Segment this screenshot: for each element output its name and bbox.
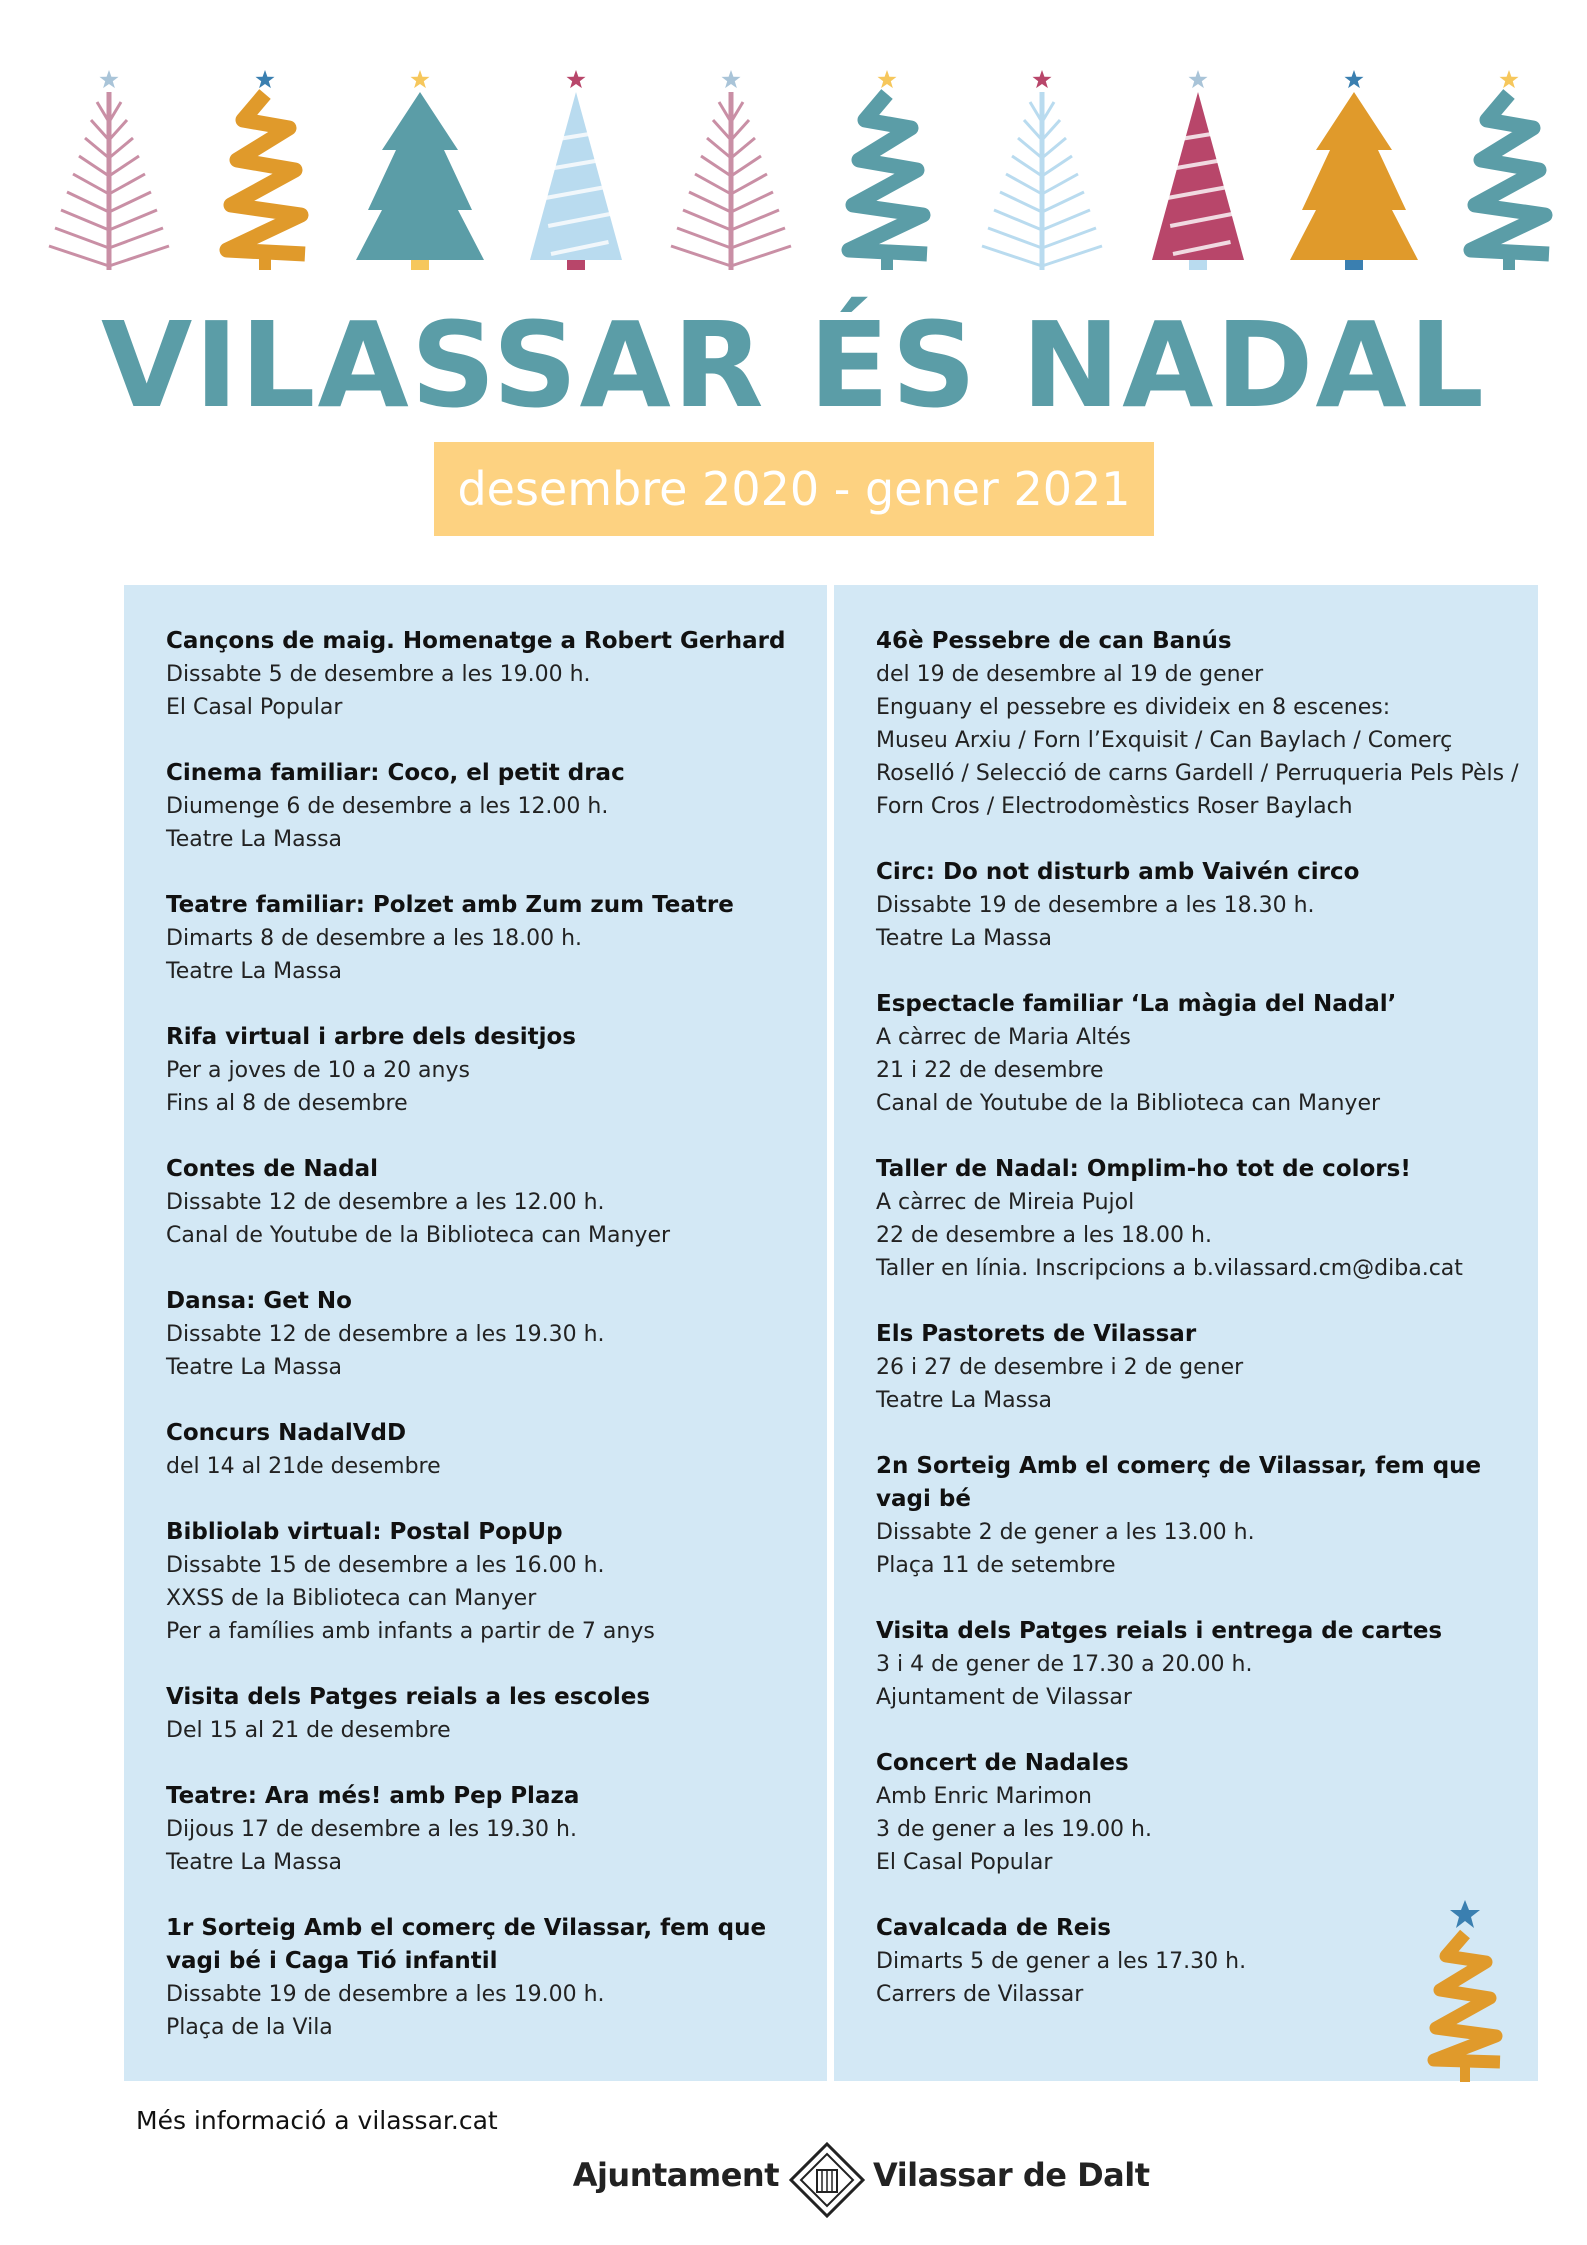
event-title: Circ: Do not disturb amb Vaivén circo (876, 859, 1360, 885)
event-detail: Teatre La Massa (166, 959, 343, 984)
event-item (166, 1285, 797, 1384)
event-item (876, 1318, 1508, 1417)
event-item (166, 1153, 797, 1252)
events-column-left (124, 585, 827, 2081)
event-item (166, 889, 797, 988)
event-item (166, 1516, 797, 1648)
event-title: Concert de Nadales (876, 1750, 1129, 1776)
tree-striped-icon (1152, 70, 1244, 270)
event-detail: Amb Enric Marimon (876, 1784, 1092, 1809)
christmas-trees-banner (0, 60, 1587, 270)
event-title: 1r Sorteig Amb el comerç de Vilassar, fem que vagi bé i Caga Tió infantil (166, 1915, 767, 1974)
event-item (876, 988, 1508, 1120)
event-title: Taller de Nadal: Omplim-ho tot de colors! (876, 1156, 1411, 1182)
event-detail: del 19 de desembre al 19 de gener (876, 662, 1264, 687)
tree-feather-icon (49, 70, 169, 270)
event-detail: del 14 al 21de desembre (166, 1454, 441, 1479)
event-item (166, 625, 797, 724)
events-column-right (834, 585, 1538, 2081)
tree-feather-icon (982, 70, 1102, 270)
event-item (876, 856, 1508, 955)
event-item (876, 1450, 1508, 1582)
event-detail: Dissabte 12 de desembre a les 12.00 h. (166, 1190, 605, 1215)
footer-logo (0, 2142, 1587, 2212)
event-detail: Teatre La Massa (876, 926, 1053, 951)
event-detail: Per a joves de 10 a 20 anys (166, 1058, 470, 1083)
event-item (876, 1153, 1508, 1285)
logo-word-left: Ajuntament (572, 2156, 779, 2194)
tree-striped-icon (530, 70, 622, 270)
event-item (166, 1912, 797, 2044)
event-item (166, 757, 797, 856)
event-item (166, 1021, 797, 1120)
event-detail: A càrrec de Mireia Pujol (876, 1190, 1135, 1215)
event-title: Cançons de maig. Homenatge a Robert Gerhard (166, 628, 786, 654)
event-detail: XXSS de la Biblioteca can Manyer (166, 1586, 537, 1611)
event-detail: Carrers de Vilassar (876, 1982, 1084, 2007)
event-detail: Teatre La Massa (876, 1388, 1053, 1413)
tree-triangle-icon (1290, 70, 1418, 270)
event-detail: Dissabte 5 de desembre a les 19.00 h. (166, 662, 591, 687)
event-detail: Per a famílies amb infants a partir de 7 anys (166, 1619, 655, 1644)
event-detail: El Casal Popular (876, 1850, 1053, 1875)
event-detail: Dissabte 19 de desembre a les 18.30 h. (876, 893, 1315, 918)
tree-zigzag-icon (227, 70, 305, 270)
zigzag-tree-icon (1420, 1898, 1510, 2083)
event-detail: Dimarts 5 de gener a les 17.30 h. (876, 1949, 1247, 1974)
event-title: Concurs NadalVdD (166, 1420, 407, 1446)
event-item (166, 1780, 797, 1879)
seal-icon (789, 2142, 865, 2218)
event-detail: 21 i 22 de desembre (876, 1058, 1104, 1083)
event-detail: Forn Cros / Electrodomèstics Roser Baylach (876, 794, 1353, 819)
event-detail: Museu Arxiu / Forn l’Exquisit / Can Baylach / Comerç (876, 728, 1453, 753)
event-detail: 26 i 27 de desembre i 2 de gener (876, 1355, 1244, 1380)
event-detail: 22 de desembre a les 18.00 h. (876, 1223, 1212, 1248)
event-detail: Roselló / Selecció de carns Gardell / Perruqueria Pels Pèls / (876, 761, 1519, 786)
event-detail: Teatre La Massa (166, 827, 343, 852)
event-detail: Dissabte 15 de desembre a les 16.00 h. (166, 1553, 605, 1578)
event-title: Els Pastorets de Vilassar (876, 1321, 1197, 1347)
event-item (876, 1912, 1508, 2011)
event-title: Dansa: Get No (166, 1288, 352, 1314)
event-title: Cavalcada de Reis (876, 1915, 1111, 1941)
event-detail: Plaça de la Vila (166, 2015, 333, 2040)
tree-zigzag-icon (1471, 70, 1549, 270)
event-title: 46è Pessebre de can Banús (876, 628, 1232, 654)
event-title: Contes de Nadal (166, 1156, 379, 1182)
page-title: VILASSAR ÉS NADAL (101, 296, 1486, 434)
event-title: Teatre: Ara més! amb Pep Plaza (166, 1783, 580, 1809)
event-item (876, 1747, 1508, 1879)
event-detail: Canal de Youtube de la Biblioteca can Manyer (876, 1091, 1381, 1116)
tree-triangle-icon (356, 70, 484, 270)
event-detail: A càrrec de Maria Altés (876, 1025, 1131, 1050)
event-detail: Diumenge 6 de desembre a les 12.00 h. (166, 794, 609, 819)
event-title: Rifa virtual i arbre dels desitjos (166, 1024, 576, 1050)
event-title: Teatre familiar: Polzet amb Zum zum Teatre (166, 892, 734, 918)
event-detail: 3 de gener a les 19.00 h. (876, 1817, 1152, 1842)
event-detail: Plaça 11 de setembre (876, 1553, 1116, 1578)
event-detail: Del 15 al 21 de desembre (166, 1718, 451, 1743)
event-detail: Canal de Youtube de la Biblioteca can Manyer (166, 1223, 671, 1248)
event-detail: Enguany el pessebre es divideix en 8 escenes: (876, 695, 1391, 720)
event-title: Visita dels Patges reials i entrega de cartes (876, 1618, 1443, 1644)
event-title: Cinema familiar: Coco, el petit drac (166, 760, 625, 786)
event-detail: Dissabte 12 de desembre a les 19.30 h. (166, 1322, 605, 1347)
event-detail: Dissabte 19 de desembre a les 19.00 h. (166, 1982, 605, 2007)
tree-feather-icon (671, 70, 791, 270)
tree-zigzag-icon (849, 70, 927, 270)
event-detail: Teatre La Massa (166, 1355, 343, 1380)
date-range-banner: desembre 2020 - gener 2021 (434, 442, 1154, 536)
event-item (166, 1681, 797, 1747)
event-detail: Teatre La Massa (166, 1850, 343, 1875)
event-detail: El Casal Popular (166, 695, 343, 720)
event-title: 2n Sorteig Amb el comerç de Vilassar, fem que vagi bé (876, 1453, 1482, 1512)
event-detail: 3 i 4 de gener de 17.30 a 20.00 h. (876, 1652, 1253, 1677)
event-title: Visita dels Patges reials a les escoles (166, 1684, 651, 1710)
event-detail: Dimarts 8 de desembre a les 18.00 h. (166, 926, 583, 951)
event-item (876, 1615, 1508, 1714)
more-info-text: Més informació a vilassar.cat (136, 2106, 498, 2135)
event-item (876, 625, 1519, 823)
event-detail: Ajuntament de Vilassar (876, 1685, 1132, 1710)
event-title: Bibliolab virtual: Postal PopUp (166, 1519, 563, 1545)
event-detail: Dissabte 2 de gener a les 13.00 h. (876, 1520, 1255, 1545)
event-detail: Dijous 17 de desembre a les 19.30 h. (166, 1817, 577, 1842)
event-detail: Fins al 8 de desembre (166, 1091, 408, 1116)
event-detail: Taller en línia. Inscripcions a b.vilassard.cm@diba.cat (876, 1256, 1463, 1281)
logo-word-right: Vilassar de Dalt (873, 2156, 1150, 2194)
event-item (166, 1417, 797, 1483)
event-title: Espectacle familiar ‘La màgia del Nadal’ (876, 991, 1397, 1017)
